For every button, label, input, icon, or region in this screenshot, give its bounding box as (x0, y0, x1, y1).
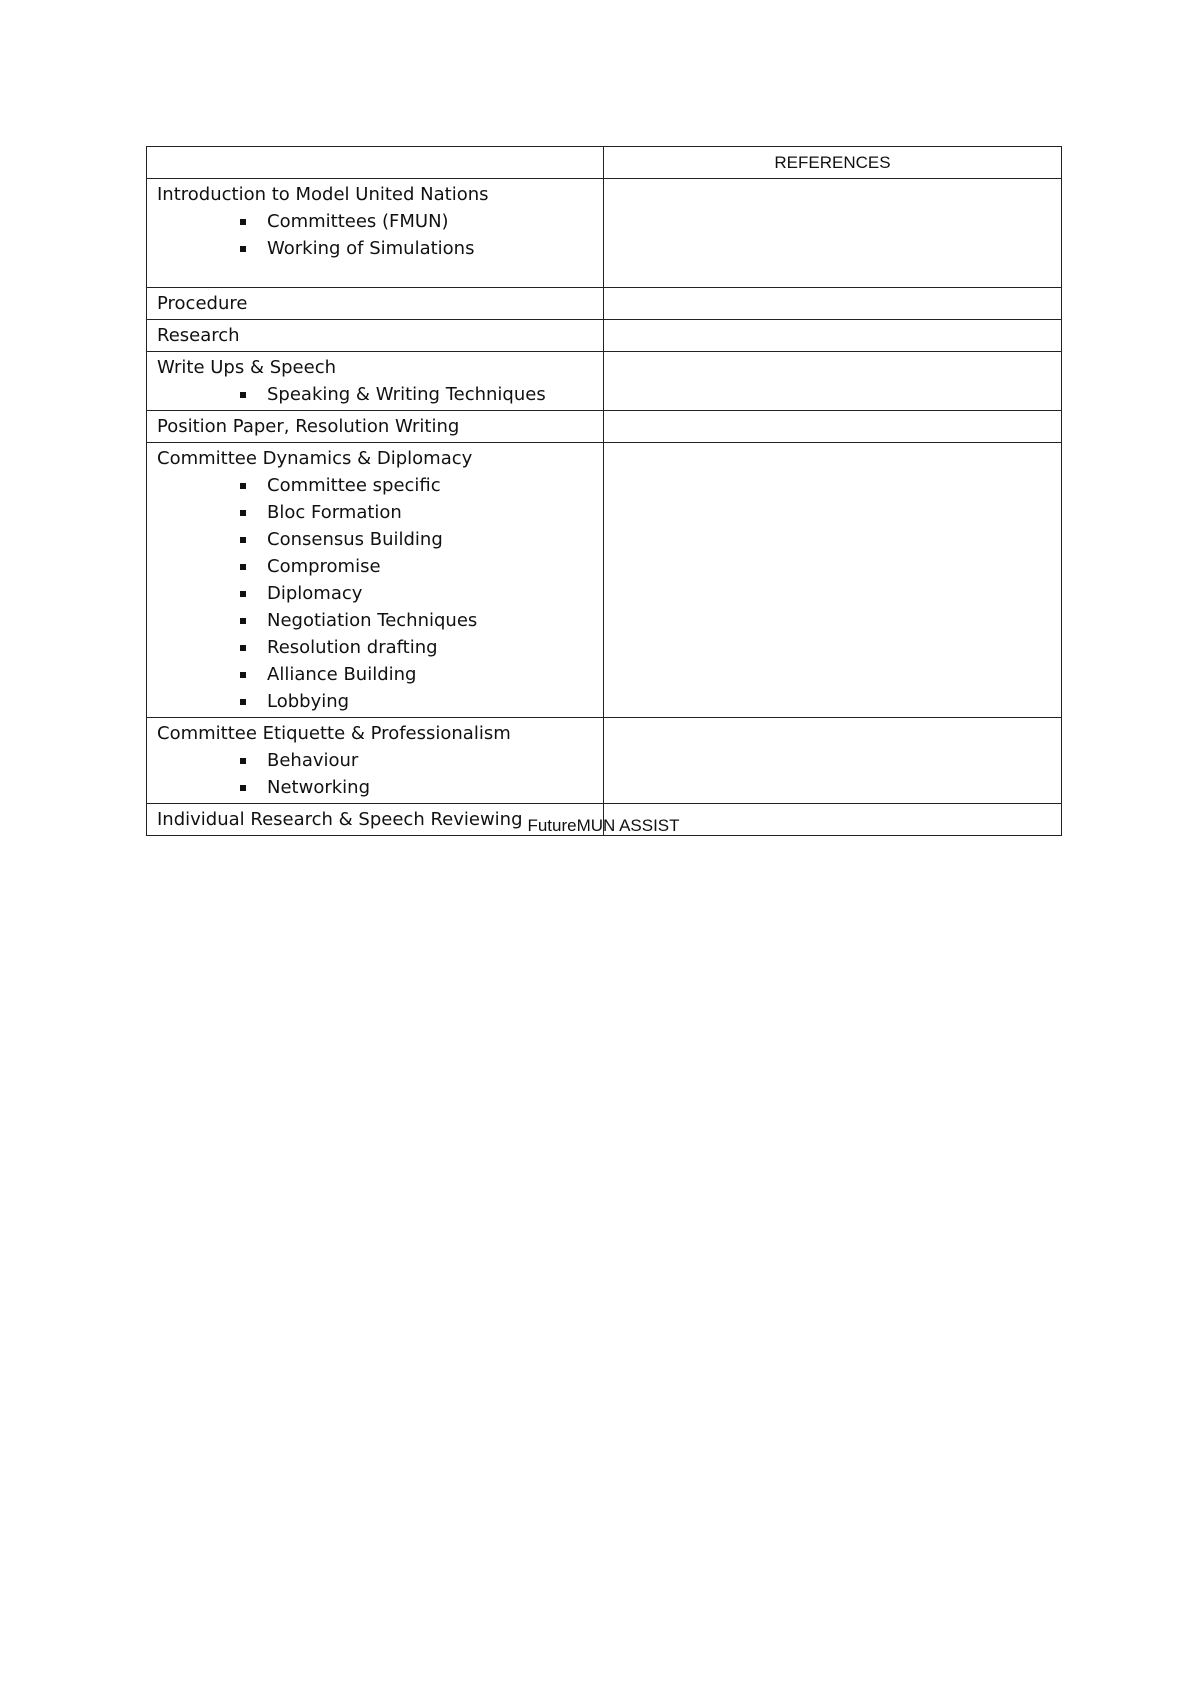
reference-cell (604, 288, 1062, 320)
subtopic-item: Lobbying (157, 688, 593, 715)
topic-cell (147, 443, 604, 718)
topic-title: Research (157, 325, 240, 346)
topic-title: Individual Research & Speech Reviewing (157, 809, 523, 830)
table-header-row (147, 147, 1062, 179)
subtopic-item: Negotiation Techniques (157, 607, 593, 634)
subtopic-item: Bloc Formation (157, 499, 593, 526)
references-header: REFERENCES (604, 147, 1062, 179)
subtopic-list (157, 747, 593, 801)
table-row (147, 320, 1062, 352)
topic-cell (147, 718, 604, 804)
subtopic-item: Compromise (157, 553, 593, 580)
reference-cell (604, 411, 1062, 443)
table-row (147, 443, 1062, 718)
subtopic-item: Committee specific (157, 472, 593, 499)
topic-title: Position Paper, Resolution Writing (157, 416, 460, 437)
topic-cell (147, 352, 604, 411)
subtopic-item: Networking (157, 774, 593, 801)
subtopic-item: Consensus Building (157, 526, 593, 553)
subtopic-item: Working of Simulations (157, 235, 593, 262)
topic-title: Write Ups & Speech (157, 357, 337, 378)
topic-cell (147, 320, 604, 352)
topic-header-cell (147, 147, 604, 179)
reference-cell (604, 179, 1062, 288)
subtopic-item: Diplomacy (157, 580, 593, 607)
table-row (147, 718, 1062, 804)
table-row (147, 411, 1062, 443)
table-row (147, 288, 1062, 320)
topic-title: Committee Etiquette & Professionalism (157, 723, 511, 744)
table-row (147, 179, 1062, 288)
reference-cell (604, 718, 1062, 804)
reference-cell (604, 352, 1062, 411)
topic-title: Committee Dynamics & Diplomacy (157, 448, 473, 469)
subtopic-list (157, 381, 593, 408)
reference-cell (604, 320, 1062, 352)
subtopic-item: Resolution drafting (157, 634, 593, 661)
subtopic-item: Speaking & Writing Techniques (157, 381, 593, 408)
topic-title: Introduction to Model United Nations (157, 184, 489, 205)
subtopic-list (157, 208, 593, 262)
topic-cell (147, 411, 604, 443)
table-row (147, 352, 1062, 411)
topic-title: Procedure (157, 293, 248, 314)
subtopic-item: Alliance Building (157, 661, 593, 688)
reference-cell (604, 443, 1062, 718)
subtopic-list (157, 472, 593, 715)
subtopic-item: Behaviour (157, 747, 593, 774)
topic-cell (147, 179, 604, 288)
footer-text: FutureMUN ASSIST (527, 816, 680, 835)
topic-cell (147, 288, 604, 320)
subtopic-item: Committees (FMUN) (157, 208, 593, 235)
syllabus-table (146, 146, 1062, 836)
